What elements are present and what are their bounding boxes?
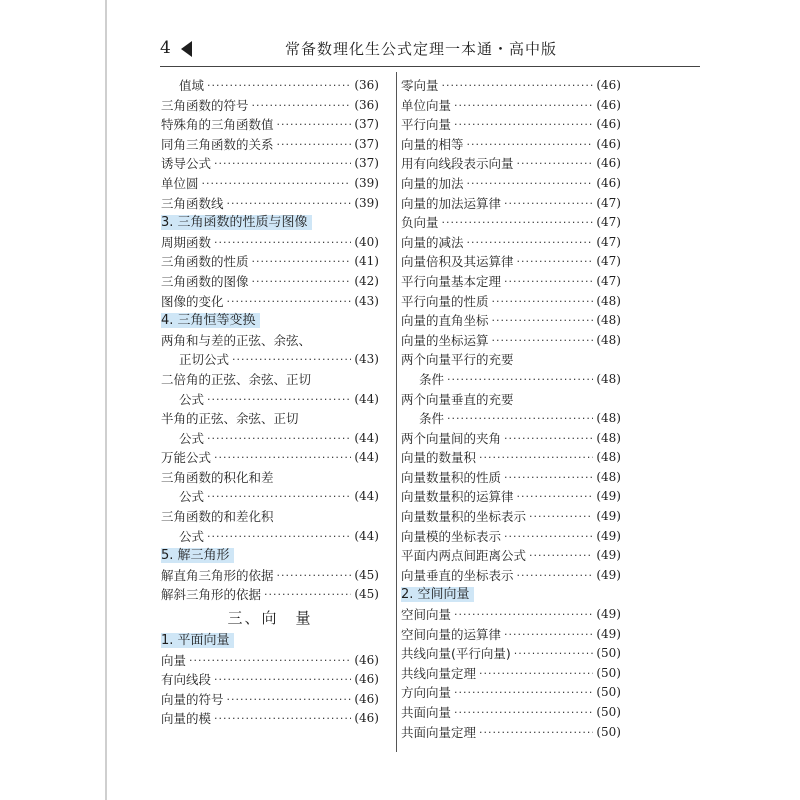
toc-entry-title: 三角函数的性质: [161, 254, 249, 270]
toc-entry-page: (36): [354, 97, 379, 112]
toc-entry-title: 共线向量(平行向量): [401, 646, 511, 662]
dot-leader: [442, 76, 594, 96]
toc-entry-page: (43): [354, 293, 379, 308]
toc-entry: [401, 194, 621, 214]
toc-entry: [161, 585, 379, 605]
toc-entry-page: (36): [354, 78, 379, 92]
section-heading-text: 3. 三角函数的性质与图像: [161, 215, 312, 230]
toc-entry-page: (46): [354, 711, 379, 726]
dot-leader: [479, 723, 593, 743]
toc-entry-title: 正切公式: [179, 352, 230, 368]
toc-entry-page: (37): [354, 136, 379, 151]
toc-entry: [161, 527, 379, 547]
toc-entry-page: (46): [596, 136, 621, 151]
dot-leader: [492, 331, 594, 351]
toc-entry-title: 条件: [419, 411, 445, 427]
toc-entry-title: 值域: [179, 78, 205, 93]
toc-entry: [401, 331, 621, 351]
toc-entry-title: 共面向量定理: [401, 724, 477, 740]
toc-entry-title: 向量模的坐标表示: [401, 528, 502, 544]
toc-entry-page: (44): [354, 528, 379, 543]
toc-entry: [401, 468, 621, 488]
toc-entry: [401, 644, 621, 664]
toc-entry-page: (46): [596, 78, 621, 92]
toc-entry-line: 半角的正弦、余弦、正切: [161, 411, 299, 427]
toc-entry-line: 两个向量平行的充要: [401, 352, 514, 368]
toc-entry: [161, 272, 379, 292]
toc-entry-title: 三角函数的图像: [161, 273, 249, 289]
dot-leader: [232, 350, 351, 370]
toc-entry-page: (49): [596, 548, 621, 563]
toc-entry-title: 万能公式: [161, 450, 212, 466]
toc-entry-title: 空间向量: [401, 607, 452, 623]
dot-leader: [447, 409, 593, 429]
toc-entry-page: (47): [596, 234, 621, 249]
toc-right-column: [401, 76, 621, 742]
toc-entry-page: (48): [596, 430, 621, 445]
dot-leader: [514, 644, 594, 664]
toc-entry-title: 向量数量积的坐标表示: [401, 509, 527, 525]
toc-entry-title: 空间向量的运算律: [401, 626, 502, 642]
toc-entry-page: (44): [354, 391, 379, 406]
toc-entry-page: (50): [596, 665, 621, 680]
toc-entry-page: (46): [354, 652, 379, 667]
toc-entry-page: (40): [354, 234, 379, 249]
toc-entry: [161, 96, 379, 116]
toc-entry-page: (46): [596, 156, 621, 171]
toc-entry-page: (43): [354, 352, 379, 367]
toc-entry: [161, 448, 379, 468]
toc-entry: [401, 448, 621, 468]
section-heading: [161, 311, 379, 331]
book-title: 常备数理化生公式定理一本通・高中版: [285, 40, 558, 58]
toc-entry: [401, 370, 621, 390]
toc-entry: [161, 135, 379, 155]
toc-entry-title: 向量: [161, 652, 187, 668]
toc-entry-title: 解直角三角形的依据: [161, 567, 274, 583]
dot-leader: [517, 566, 594, 586]
dot-leader: [529, 546, 593, 566]
toc-entry-title: 公式: [179, 391, 205, 407]
arrow-left-icon: [181, 41, 192, 57]
toc-entry: [161, 566, 379, 586]
toc-entry-title: 诱导公式: [161, 156, 212, 172]
toc-entry-title: 有向线段: [161, 672, 212, 688]
toc-entry-page: (48): [596, 332, 621, 347]
toc-entry-title: 两个向量间的夹角: [401, 430, 502, 446]
toc-entry-title: 向量倍积及其运算律: [401, 254, 514, 270]
toc-entry-title: 向量数量积的性质: [401, 469, 502, 485]
toc-entry-page: (46): [354, 672, 379, 687]
toc-entry-page: (45): [354, 567, 379, 582]
dot-leader: [467, 233, 594, 253]
toc-entry: [161, 292, 379, 312]
dot-leader: [517, 252, 594, 272]
dot-leader: [479, 664, 593, 684]
toc-entry: [161, 115, 379, 135]
toc-entry: [161, 709, 379, 729]
section-heading-text: 2. 空间向量: [401, 587, 474, 602]
toc-entry-page: (44): [354, 450, 379, 465]
toc-entry: [401, 135, 621, 155]
toc-entry: [401, 683, 621, 703]
toc-entry-title: 三角函数线: [161, 195, 224, 211]
dot-leader: [189, 651, 351, 671]
toc-entry: [401, 566, 621, 586]
dot-leader: [504, 272, 593, 292]
dot-leader: [227, 690, 352, 710]
toc-entry-title: 方向向量: [401, 685, 452, 701]
toc-entry: [401, 154, 621, 174]
toc-entry-page: (48): [596, 293, 621, 308]
dot-leader: [207, 527, 351, 547]
toc-entry-page: (44): [354, 489, 379, 504]
toc-entry-page: (49): [596, 509, 621, 524]
toc-entry-title: 平行向量基本定理: [401, 273, 502, 289]
dot-leader: [504, 625, 593, 645]
toc-entry-page: (46): [596, 117, 621, 132]
toc-entry: [401, 487, 621, 507]
dot-leader: [252, 96, 352, 116]
toc-entry-title: 图像的变化: [161, 293, 224, 309]
toc-entry-title: 公式: [179, 430, 205, 446]
toc-entry-page: (47): [596, 254, 621, 269]
page-header: [160, 38, 700, 60]
toc-entry-title: 三角函数的符号: [161, 97, 249, 113]
toc-entry: [401, 429, 621, 449]
dot-leader: [504, 194, 593, 214]
toc-entry-title: 零向量: [401, 78, 439, 93]
toc-entry-page: (49): [596, 567, 621, 582]
toc-entry: [401, 546, 621, 566]
toc-entry-line: 两个向量垂直的充要: [401, 391, 514, 407]
toc-entry-page: (45): [354, 587, 379, 602]
dot-leader: [227, 292, 352, 312]
toc-entry-title: 向量的加法: [401, 175, 464, 191]
toc-entry-page: (49): [596, 489, 621, 504]
dot-leader: [467, 174, 594, 194]
toc-entry-title: 平行向量的性质: [401, 293, 489, 309]
toc-entry: [161, 651, 379, 671]
dot-leader: [492, 292, 594, 312]
toc-entry: [401, 213, 621, 233]
dot-leader: [277, 115, 352, 135]
toc-entry: [401, 409, 621, 429]
toc-entry-page: (48): [596, 371, 621, 386]
toc-entry-title: 向量的符号: [161, 691, 224, 707]
toc-entry: [161, 487, 379, 507]
dot-leader: [277, 135, 352, 155]
dot-leader: [214, 448, 351, 468]
toc-entry-page: (50): [596, 685, 621, 700]
toc-entry-title: 向量数量积的运算律: [401, 489, 514, 505]
toc-left-column: [161, 76, 379, 729]
toc-entry: [401, 723, 621, 743]
dot-leader: [454, 96, 593, 116]
toc-entry: [401, 115, 621, 135]
dot-leader: [467, 135, 594, 155]
toc-entry-title: 向量的直角坐标: [401, 313, 489, 329]
toc-entry: [401, 311, 621, 331]
toc-entry-title: 平面内两点间距离公式: [401, 548, 527, 564]
toc-entry-title: 向量垂直的坐标表示: [401, 567, 514, 583]
dot-leader: [252, 252, 352, 272]
toc-entry-title: 公式: [179, 489, 205, 505]
toc-entry: [401, 664, 621, 684]
toc-entry-title: 周期函数: [161, 234, 212, 250]
section-heading: [161, 631, 379, 651]
toc-entry-page: (49): [596, 607, 621, 622]
section-heading-text: 4. 三角恒等变换: [161, 313, 260, 328]
dot-leader: [442, 213, 594, 233]
dot-leader: [227, 194, 352, 214]
toc-entry-title: 共面向量: [401, 705, 452, 720]
toc-entry-title: 特殊角的三角函数值: [161, 117, 274, 133]
dot-leader: [529, 507, 593, 527]
toc-entry-title: 向量的数量积: [401, 450, 477, 466]
toc-entry-page: (48): [596, 411, 621, 426]
toc-entry-page: (47): [596, 195, 621, 210]
dot-leader: [214, 670, 351, 690]
toc-entry-page: (48): [596, 313, 621, 328]
dot-leader: [454, 115, 593, 135]
toc-entry-page: (48): [596, 469, 621, 484]
toc-entry-title: 向量的相等: [401, 136, 464, 152]
toc-entry: [401, 507, 621, 527]
toc-entry-line: 三角函数的和差化积: [161, 509, 274, 525]
toc-entry-title: 负向量: [401, 215, 439, 231]
toc-entry: [161, 174, 379, 194]
toc-entry: [161, 429, 379, 449]
toc-entry: [161, 76, 379, 96]
toc-entry: [161, 194, 379, 214]
dot-leader: [479, 448, 593, 468]
toc-entry: [161, 154, 379, 174]
toc-entry-title: 平行向量: [401, 117, 452, 133]
dot-leader: [207, 390, 351, 410]
toc-entry: [401, 527, 621, 547]
dot-leader: [504, 468, 593, 488]
toc-entry-page: (37): [354, 117, 379, 132]
toc-entry-title: 解斜三角形的依据: [161, 587, 262, 603]
toc-entry: [161, 252, 379, 272]
toc-entry-title: 共线向量定理: [401, 665, 477, 681]
toc-entry-page: (41): [354, 254, 379, 269]
toc-entry: [401, 233, 621, 253]
toc-entry-page: (44): [354, 430, 379, 445]
toc-entry-page: (50): [596, 724, 621, 739]
toc-entry: [401, 625, 621, 645]
toc-entry-page: (39): [354, 195, 379, 210]
dot-leader: [454, 683, 593, 703]
dot-leader: [252, 272, 352, 292]
toc-entry-page: (46): [354, 691, 379, 706]
dot-leader: [277, 566, 352, 586]
section-heading: [161, 213, 379, 233]
toc-entry: [161, 233, 379, 253]
dot-leader: [207, 76, 351, 96]
toc-entry-page: (46): [596, 175, 621, 190]
toc-entry-title: 单位向量: [401, 97, 452, 113]
toc-entry-title: 向量的坐标运算: [401, 332, 489, 348]
toc-entry-line: 二倍角的正弦、余弦、正切: [161, 371, 312, 387]
toc-entry: [161, 390, 379, 410]
section-heading-text: 5. 解三角形: [161, 548, 234, 563]
dot-leader: [504, 527, 593, 547]
toc-entry-title: 向量的减法: [401, 234, 464, 250]
section-heading: [161, 546, 379, 566]
toc-entry-line: 三角函数的积化和差: [161, 469, 274, 485]
toc-entry: [401, 703, 621, 723]
dot-leader: [207, 429, 351, 449]
section-heading-text: 1. 平面向量: [161, 633, 234, 648]
column-divider: [396, 72, 397, 752]
toc-entry-title: 公式: [179, 528, 205, 544]
dot-leader: [454, 605, 593, 625]
page-number: 4: [160, 38, 171, 58]
toc-entry: [401, 292, 621, 312]
dot-leader: [202, 174, 352, 194]
dot-leader: [214, 154, 351, 174]
dot-leader: [207, 487, 351, 507]
toc-entry-page: (46): [596, 97, 621, 112]
toc-entry: [401, 174, 621, 194]
dot-leader: [517, 487, 594, 507]
toc-entry-page: (49): [596, 626, 621, 641]
toc-entry-page: (50): [596, 705, 621, 719]
dot-leader: [214, 709, 351, 729]
toc-entry-page: (39): [354, 175, 379, 190]
toc-entry-title: 向量的加法运算律: [401, 195, 502, 211]
toc-entry-page: (49): [596, 528, 621, 543]
toc-entry: [161, 350, 379, 370]
toc-entry-title: 向量的模: [161, 711, 212, 727]
header-rule: [160, 66, 700, 67]
toc-entry: [161, 690, 379, 710]
toc-entry-line: 两角和与差的正弦、余弦、: [161, 332, 312, 348]
toc-entry-page: (50): [596, 646, 621, 661]
section-heading: [401, 585, 621, 605]
dot-leader: [447, 370, 593, 390]
toc-entry-page: (37): [354, 156, 379, 171]
dot-leader: [214, 233, 351, 253]
toc-entry: [401, 76, 621, 96]
toc-entry-page: (47): [596, 273, 621, 288]
toc-entry: [401, 96, 621, 116]
dot-leader: [504, 429, 593, 449]
toc-entry-title: 同角三角函数的关系: [161, 136, 274, 152]
toc-entry: [401, 272, 621, 292]
toc-entry-title: 用有向线段表示向量: [401, 156, 514, 172]
toc-entry-page: (48): [596, 450, 621, 465]
book-page: [105, 0, 700, 800]
toc-entry-title: 条件: [419, 371, 445, 387]
toc-entry: [401, 252, 621, 272]
toc-entry: [161, 670, 379, 690]
dot-leader: [454, 703, 593, 723]
toc-entry: [401, 605, 621, 625]
dot-leader: [492, 311, 594, 331]
dot-leader: [264, 585, 351, 605]
chapter-heading: 三、向 量: [227, 609, 313, 628]
toc-entry-page: (47): [596, 215, 621, 230]
toc-entry-page: (42): [354, 273, 379, 288]
toc-entry-title: 单位圆: [161, 175, 199, 191]
dot-leader: [517, 154, 594, 174]
